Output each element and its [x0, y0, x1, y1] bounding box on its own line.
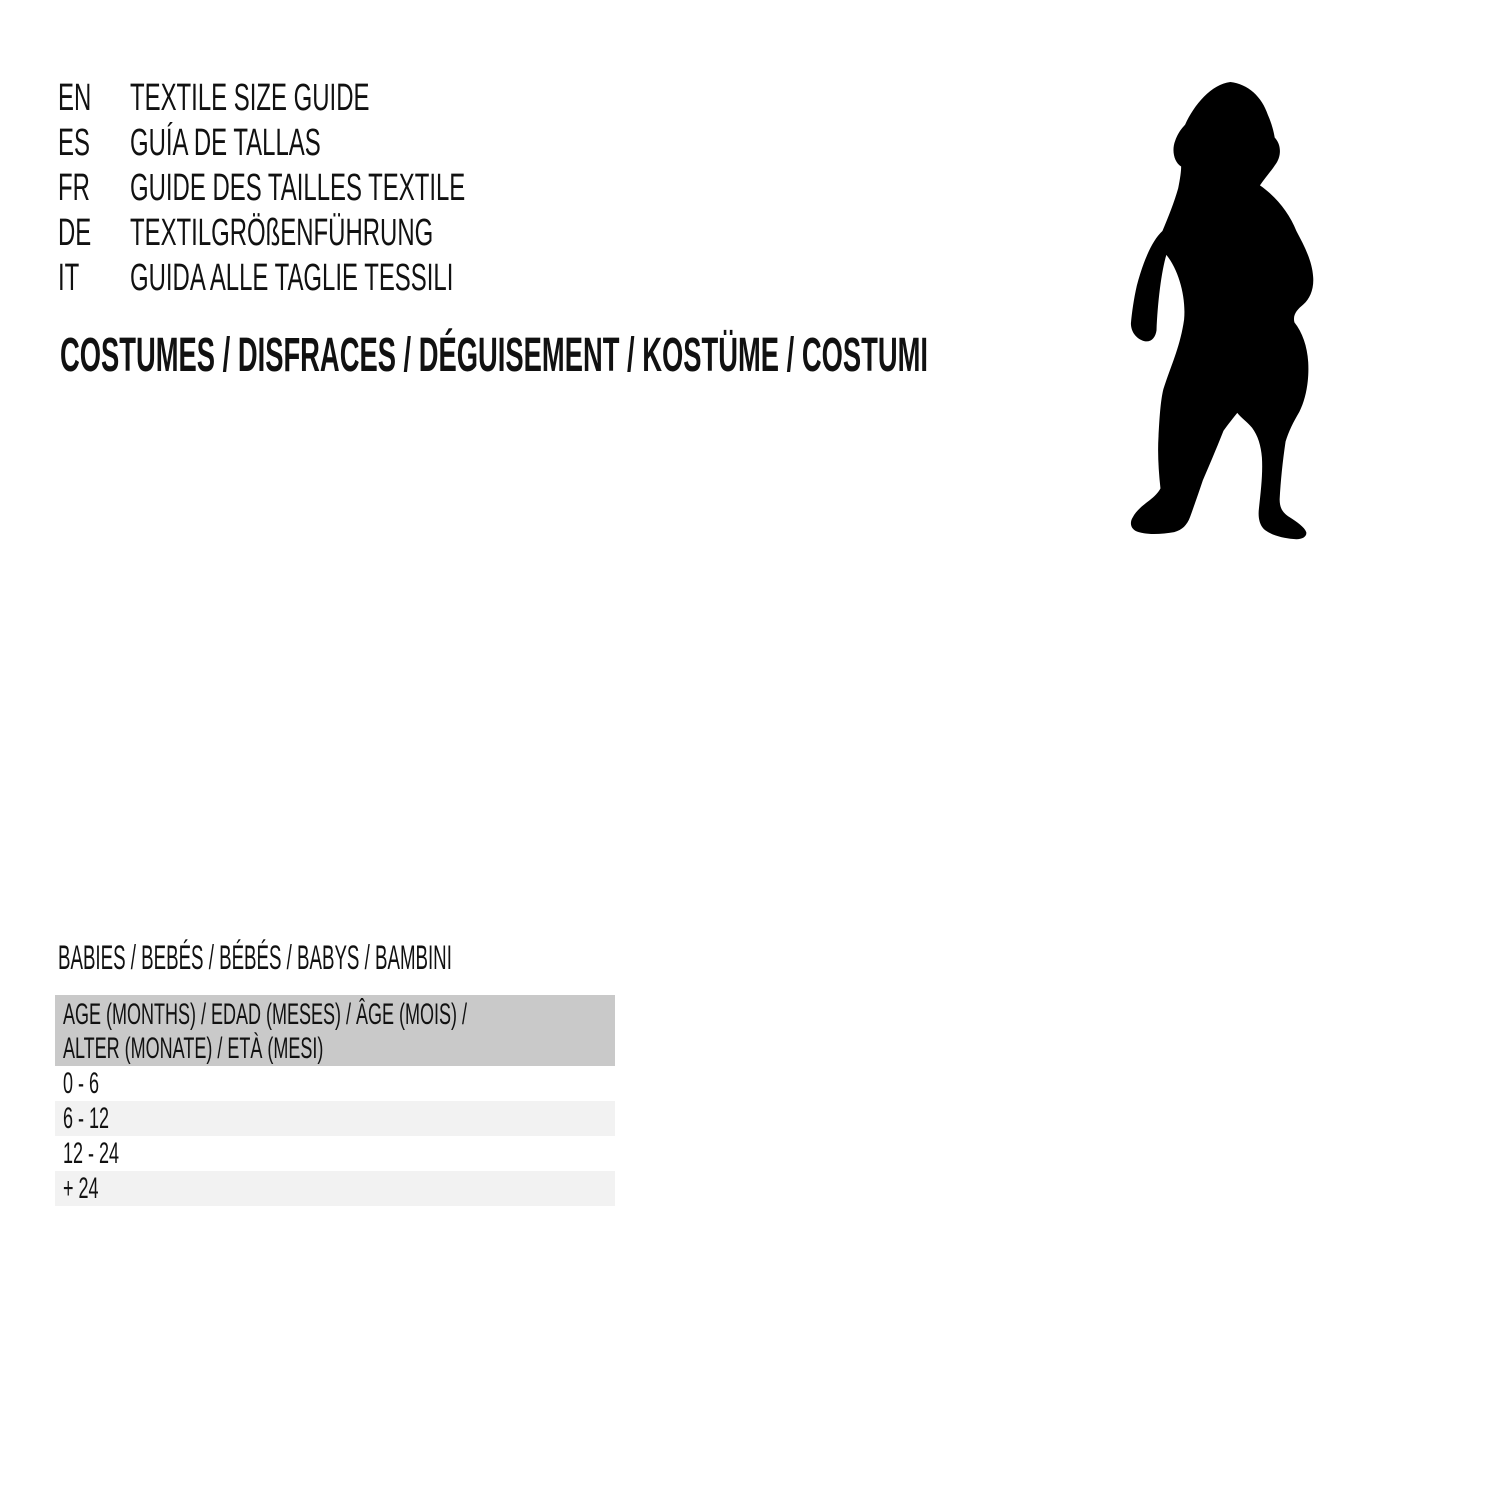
age-header-line-2: ALTER (MONATE) / ETÀ (MESI)	[63, 1032, 324, 1065]
language-label: TEXTILE SIZE GUIDE	[130, 77, 370, 119]
language-label: TEXTILGRÖßENFÜHRUNG	[130, 212, 434, 254]
section-title-babies: BABIES / BEBÉS / BÉBÉS / BABYS / BAMBINI	[58, 939, 452, 977]
age-table-row: 0 - 6	[55, 1066, 615, 1101]
language-code: FR	[58, 167, 90, 209]
language-label: GUIDE DES TAILLES TEXTILE	[130, 167, 466, 209]
baby-silhouette-icon	[1125, 80, 1322, 542]
age-table-row: 12 - 24	[55, 1136, 615, 1171]
age-table-header	[55, 995, 615, 1066]
language-label: GUIDA ALLE TAGLIE TESSILI	[130, 257, 454, 299]
language-code: DE	[58, 212, 92, 254]
language-label: GUÍA DE TALLAS	[130, 122, 321, 164]
age-table	[55, 995, 615, 1206]
baby-silhouette-figure	[1125, 80, 1322, 542]
age-header-line-1: AGE (MONTHS) / EDAD (MESES) / ÂGE (MOIS) /	[63, 998, 468, 1031]
language-code: EN	[58, 77, 92, 119]
age-table-row: + 24	[55, 1171, 615, 1206]
language-code: ES	[58, 122, 90, 164]
age-table-row: 6 - 12	[55, 1101, 615, 1136]
language-code: IT	[58, 257, 80, 299]
category-title: COSTUMES / DISFRACES / DÉGUISEMENT / KOSTÜME / COSTUMI	[60, 329, 928, 382]
